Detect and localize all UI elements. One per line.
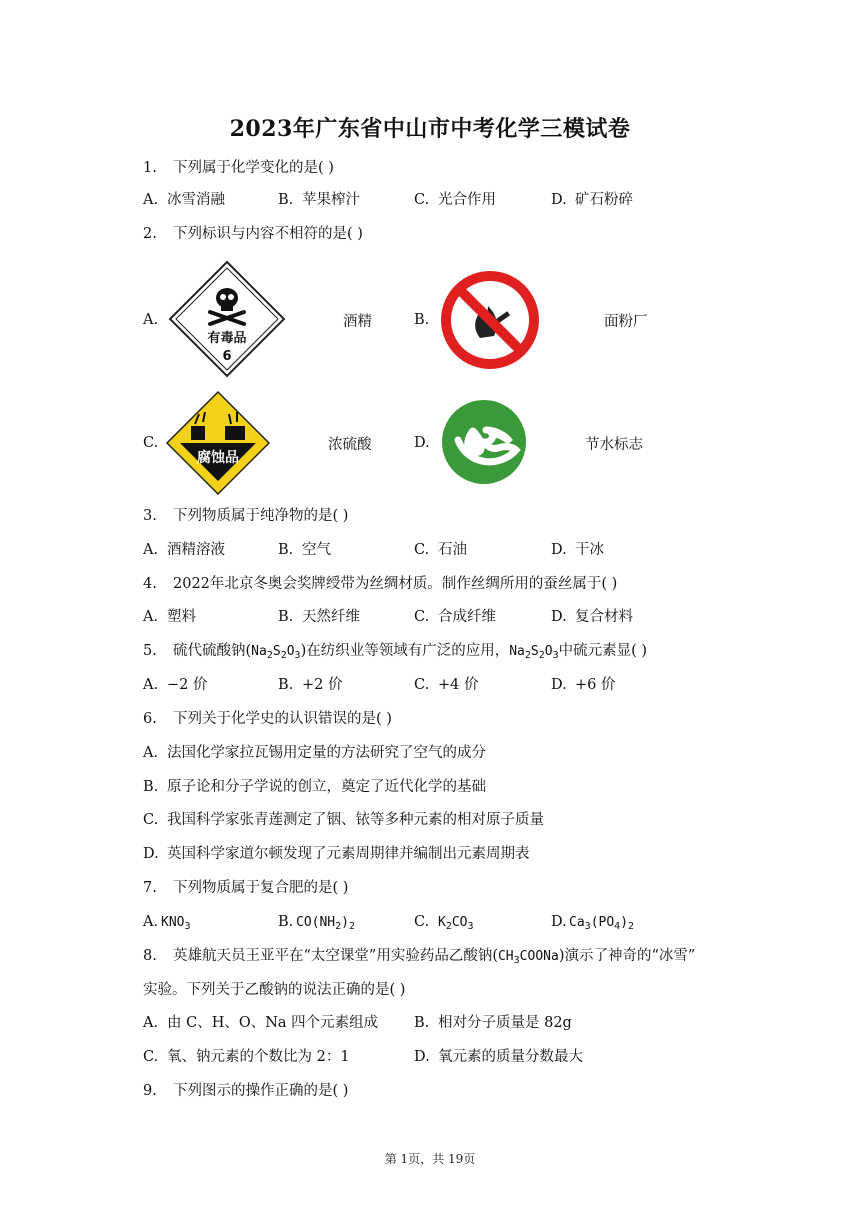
q7-option-a[interactable]: A. $KNO_3$ (143, 914, 191, 932)
q2-label-d: 节水标志 (585, 437, 643, 453)
q5-option-d[interactable]: D. +6 价 (551, 677, 616, 693)
q6-option-d[interactable]: D. 英国科学家道尔顿发现了元素周期律并编制出元素周期表 (143, 846, 530, 862)
q2-option-b[interactable]: B. (414, 312, 430, 328)
q2-label-c: 浓硫酸 (328, 437, 372, 453)
question-1-stem: 1. 下列属于化学变化的是( ) (143, 160, 334, 176)
q2-option-a[interactable]: A. (143, 312, 159, 328)
formula-na2s2o3-2: $Na_2S_2O_3$ (509, 644, 559, 661)
q7-option-d[interactable]: D. $Ca_3(PO_4)_2$ (551, 914, 635, 932)
question-2-stem: 2. 下列标识与内容不相符的是( ) (143, 226, 363, 242)
question-5-stem: 5. 硫代硫酸钠$(Na_2S_2O_3)$在纺织业等领域有广泛的应用，$Na_2S_2O_3$中硫元素显( ) (143, 643, 648, 661)
q8-option-c[interactable]: C. 氧、钠元素的个数比为 2：1 (143, 1049, 350, 1065)
formula-na2s2o3: $Na_2S_2O_3$ (251, 644, 301, 661)
formula-ch3coona: $CH_3COONa$ (497, 949, 559, 966)
question-6-stem: 6. 下列关于化学史的认识错误的是( ) (143, 711, 392, 727)
question-8-stem-line2: 实验。下列关于乙酸钠的说法正确的是( ) (143, 982, 406, 998)
question-8-stem: 8. 英雄航天员王亚平在“太空课堂”用实验药品乙酸钠$(CH_3COONa)$演示了神奇的“冰雪” (143, 948, 696, 966)
question-3-stem: 3. 下列物质属于纯净物的是( ) (143, 508, 349, 524)
q1-option-d[interactable]: D. 矿石粉碎 (551, 192, 633, 208)
q6-option-c[interactable]: C. 我国科学家张青莲测定了铟、铱等多种元素的相对原子质量 (143, 812, 544, 828)
page-title: 2023年广东省中山市中考化学三模试卷 (229, 116, 631, 142)
q5-option-c[interactable]: C. +4 价 (414, 677, 479, 693)
q1-option-c[interactable]: C. 光合作用 (414, 192, 496, 208)
q2-option-c[interactable]: C. (143, 435, 159, 451)
q1-option-a[interactable]: A. 冰雪消融 (143, 192, 225, 208)
toxic-sign-icon (168, 260, 286, 378)
q4-option-d[interactable]: D. 复合材料 (551, 609, 633, 625)
q7-option-b[interactable]: B. $CO(NH_2)_2$ (278, 914, 356, 932)
corrosive-sign-text: 腐蚀品 (197, 450, 239, 466)
q8-option-a[interactable]: A. 由 C、H、O、Na 四个元素组成 (143, 1015, 379, 1031)
q2-option-d[interactable]: D. (414, 435, 430, 451)
q6-option-a[interactable]: A. 法国化学家拉瓦锡用定量的方法研究了空气的成分 (143, 745, 486, 761)
q5-option-b[interactable]: B. +2 价 (278, 677, 343, 693)
q8-option-d[interactable]: D. 氧元素的质量分数最大 (414, 1049, 583, 1065)
q3-option-a[interactable]: A. 酒精溶液 (143, 542, 225, 558)
toxic-sign-number: 6 (222, 349, 232, 364)
q4-option-b[interactable]: B. 天然纤维 (278, 609, 360, 625)
water-saving-sign-icon (440, 398, 528, 486)
q2-label-a: 酒精 (343, 314, 372, 330)
q3-option-b[interactable]: B. 空气 (278, 542, 331, 558)
q4-option-c[interactable]: C. 合成纤维 (414, 609, 496, 625)
q2-label-b: 面粉厂 (604, 314, 648, 330)
page-footer: 第 1页，共 19页 (384, 1152, 476, 1166)
question-7-stem: 7. 下列物质属于复合肥的是( ) (143, 880, 349, 896)
no-fire-sign-icon (440, 270, 540, 370)
question-4-stem: 4. 2022年北京冬奥会奖牌绶带为丝绸材质。制作丝绸所用的蚕丝属于( ) (143, 576, 618, 592)
q7-option-c[interactable]: C. $K_2CO_3$ (414, 914, 474, 932)
question-9-stem: 9. 下列图示的操作正确的是( ) (143, 1083, 349, 1099)
q3-option-c[interactable]: C. 石油 (414, 542, 467, 558)
q1-option-b[interactable]: B. 苹果榨汁 (278, 192, 360, 208)
q8-option-b[interactable]: B. 相对分子质量是 82g (414, 1015, 572, 1031)
q4-option-a[interactable]: A. 塑料 (143, 609, 196, 625)
toxic-sign-text: 有毒品 (207, 331, 247, 346)
q5-option-a[interactable]: A. −2 价 (143, 677, 208, 693)
corrosive-sign-icon (165, 390, 271, 496)
q6-option-b[interactable]: B. 原子论和分子学说的创立，奠定了近代化学的基础 (143, 779, 486, 795)
q3-option-d[interactable]: D. 干冰 (551, 542, 604, 558)
